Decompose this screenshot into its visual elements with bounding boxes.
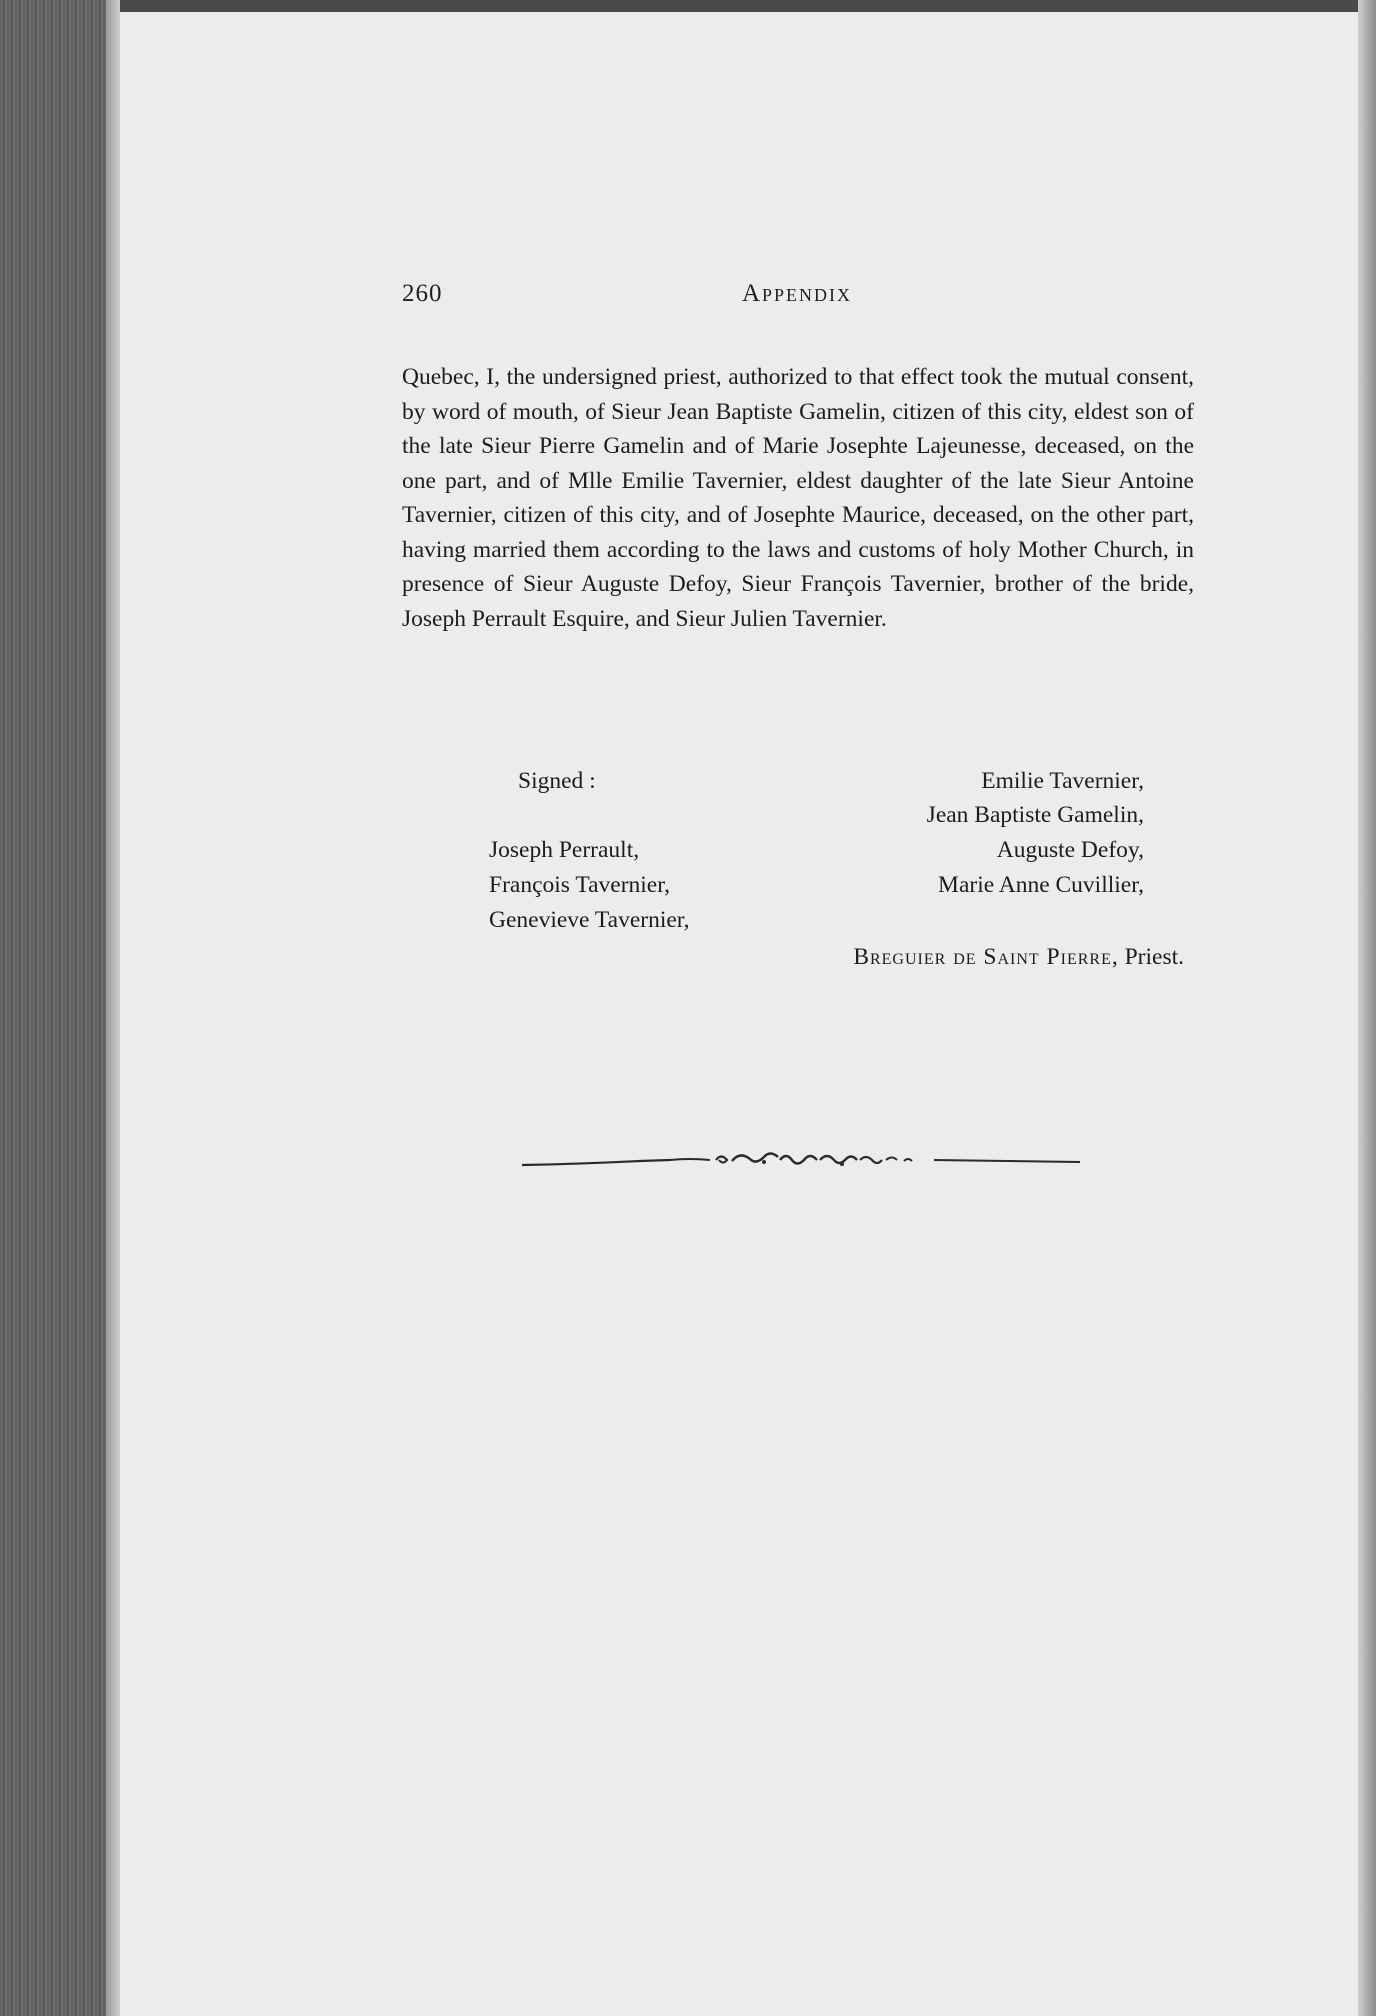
decorative-ornament-rule <box>520 1148 1084 1178</box>
priest-signature <box>853 940 1184 974</box>
book-page-edges <box>0 0 120 2016</box>
page-header <box>402 280 1192 320</box>
signed-label: Signed : <box>518 768 596 794</box>
signature-emilie-tavernier: Emilie Tavernier, <box>981 768 1144 794</box>
running-head: Appendix <box>741 280 853 307</box>
scan-background-right <box>1358 0 1376 2016</box>
priest-title: Priest. <box>1124 944 1184 970</box>
signature-marie-anne-cuvillier: Marie Anne Cuvillier, <box>938 872 1144 898</box>
signature-genevieve-tavernier: Genevieve Tavernier, <box>489 907 690 933</box>
signature-joseph-perrault: Joseph Perrault, <box>489 837 640 863</box>
signature-auguste-defoy: Auguste Defoy, <box>996 837 1144 863</box>
marriage-record-paragraph: Quebec, I, the undersigned priest, authorized to that effect took the mutual consent, by word of mouth, of Sieur Jean Baptiste Gamelin, citizen of this city, eldest son of the late Sieur Pierre Gamelin and of Marie Josephte Lajeunesse, deceased, on the one part, and of Mlle Emilie Tavernier, eldest daughter of the late Sieur Antoine Tavernier, citizen of this city, and of Josephte Maurice, deceased, on the other part, having married them according to the laws and customs of holy Mother Church, in presence of Sieur Auguste Defoy, Sieur François Tavernier, brother of the bride, Joseph Perrault Esquire, and Sieur Julien Tavernier. <box>402 364 1194 632</box>
page-number: 260 <box>402 280 443 307</box>
signature-jean-baptiste-gamelin: Jean Baptiste Gamelin, <box>926 802 1144 828</box>
signature-francois-tavernier: François Tavernier, <box>489 872 671 898</box>
priest-name: Breguier de Saint Pierre, <box>853 944 1119 970</box>
